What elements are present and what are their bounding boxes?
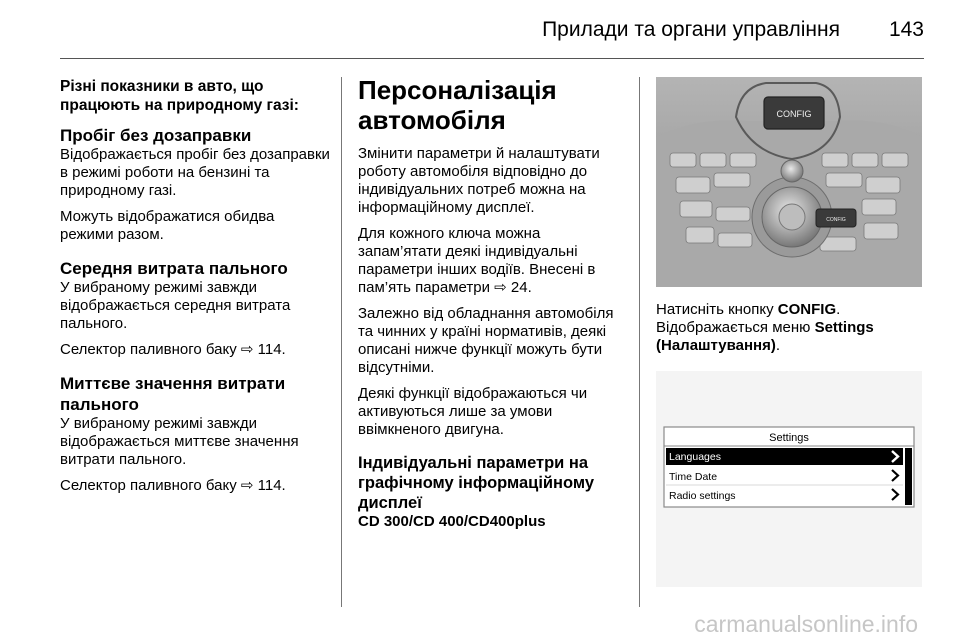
middle-column [358, 77, 626, 531]
screen-title: Settings [769, 432, 809, 444]
instruction: Натисніть кнопку CONFIG. Відображається меню Settings (Налаштування). [656, 301, 874, 354]
paragraph: Для кожного ключа можна запам’ятати деякі індивідуальні параметри інших водіїв. Внесені в пам’ять параметри ⇨ 24. [358, 225, 596, 296]
left-column [60, 77, 330, 503]
control-panel-photo [656, 77, 922, 287]
page-number: 143 [888, 18, 924, 41]
settings-display [656, 371, 922, 587]
paragraph: Змінити параметри й налаштувати роботу автомобіля відповідно до індивідуальних потреб можна на інформаційному дисплеї. [358, 145, 600, 216]
section-title: Персоналізація автомобіля [358, 75, 557, 135]
subsection-heading: Індивідуальні параметри на графічному інформаційному дисплеї [358, 454, 595, 512]
menu-item-time-date[interactable]: Time Date [669, 471, 718, 483]
section-heading: Середня витрата пального [60, 259, 288, 278]
scrollbar[interactable] [905, 448, 912, 505]
paragraph: Залежно від обладнання автомобіля та чинних у країні нормативів, деякі описані нижче функції можуть бути відсутніми. [358, 305, 614, 376]
settings-menu-name: Settings (Налаштування) [656, 319, 874, 354]
paragraph: Селектор паливного баку ⇨ 114. [60, 341, 286, 358]
model-list: CD 300/CD 400/CD400plus [358, 513, 546, 530]
page-header-title: Прилади та органи управління [542, 18, 840, 41]
header-rule [60, 58, 924, 59]
page-header [0, 0, 960, 58]
column-divider [639, 77, 640, 607]
column-divider [341, 77, 342, 607]
paragraph: Селектор паливного баку ⇨ 114. [60, 477, 286, 494]
config-button-label: CONFIG [826, 217, 846, 223]
intro-text: Різні показники в авто, що працюють на природному газі: [60, 78, 299, 114]
paragraph: У вибраному режимі завжди відображається середня витрата пального. [60, 279, 291, 332]
section-heading: Миттєве значення витрати пального [60, 374, 286, 414]
config-key: CONFIG [777, 301, 837, 318]
paragraph: У вибраному режимі завжди відображається миттєве значення витрати пального. [60, 415, 299, 468]
paragraph: Можуть відображатися обидва режими разом. [60, 208, 275, 243]
paragraph: Відображається пробіг без дозаправки в режимі роботи на бензині та природному газі. [60, 146, 330, 199]
paragraph: Деякі функції відображаються чи активуються лише за умови ввімкненого двигуна. [358, 385, 588, 438]
right-column [656, 77, 922, 587]
config-button-label: CONFIG [776, 109, 812, 119]
menu-item-languages[interactable]: Languages [669, 451, 721, 463]
menu-item-radio-settings[interactable]: Radio settings [669, 490, 736, 502]
watermark: carmanualsonline.info [694, 611, 918, 637]
section-heading: Пробіг без дозаправки [60, 126, 252, 145]
